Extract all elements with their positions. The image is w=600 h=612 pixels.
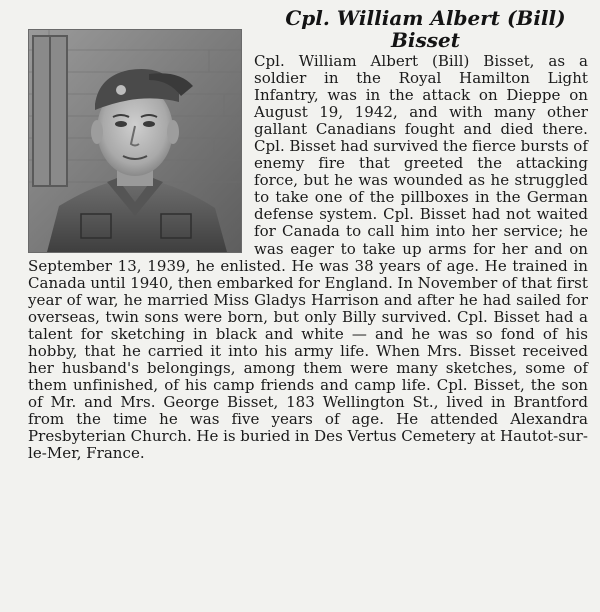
title-line-1: Cpl. William Albert (Bill): [285, 6, 566, 30]
portrait-image: [29, 30, 241, 252]
title-line-2: Bisset: [391, 28, 460, 52]
article-title: [263, 7, 588, 51]
article-body: Cpl. William Albert (Bill) Bisset, as a soldier in the Royal Hamilton Light Infantry, was in the attack on Dieppe on August 19, 1942, and with many other gallant Canadians fought and died there. Cpl. Bisset had survived the fierce bursts of enemy fire that greeted the attacking force, but he was wounded as he struggled to take one of the pillboxes in the German defense system. Cpl. Bisset had not waited for Canada to call him into her service; he was eager to take up arms for her and on September 13, 1939, he enlisted. He was 38 years of age. He trained in Canada until 1940, then embarked for England. In November of that first year of war, he married Miss Gladys Harrison and after he had sailed for overseas, twin sons were born, but only Billy survived. Cpl. Bisset had a talent for sketching in black and white — and he was so fond of his hobby, that he carried it into his army life. When Mrs. Bisset received her husband's belongings, among them were many sketches, some of them unfinished, of his camp friends and camp life. Cpl. Bisset, the son of Mr. and Mrs. George Bisset, 183 Wellington St., lived in Brantford from the time he was five years of age. He attended Alexandra Presbyterian Church. He is buried in Des Vertus Cemetery at Hautot-sur-le-Mer, France.: [28, 52, 588, 463]
portrait-photo: [28, 29, 242, 253]
